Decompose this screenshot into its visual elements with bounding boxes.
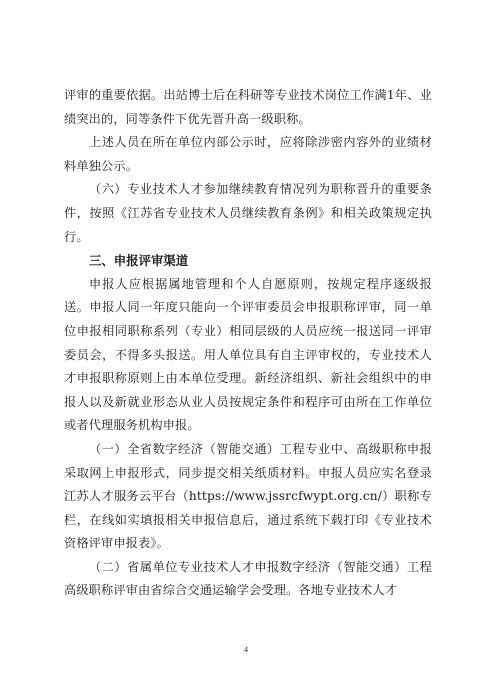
paragraph-provincial-units: （二）省属单位专业技术人才申报数字经济（智能交通）工程高级职称评审由省综合交通运输学会受理。各地专业技术人才 <box>64 559 432 598</box>
paragraph-online-application: （一）全省数字经济（智能交通）工程专业中、高级职称申报采取网上申报形式，同步提交相关纸质材料。申报人员应实名登录江苏人才服务云平台（https://www.jssrcfwypt.org.cn/）职称专栏，在线如实填报相关申报信息后，通过系统下载打印《专业技术资格评审申报表》。 <box>64 441 432 551</box>
paragraph-continuing-education: （六）专业技术人才参加继续教育情况列为职称晋升的重要条件，按照《江苏省专业技术人员继续教育条例》和相关政策规定执行。 <box>64 182 432 244</box>
document-body <box>64 84 432 603</box>
page-number: 4 <box>244 645 248 654</box>
paragraph-continuation: 评审的重要依据。出站博士后在科研等专业技术岗位工作满1年、业绩突出的，同等条件下优先晋升高一级职称。 <box>64 88 432 126</box>
section-heading-application-channels: 三、申报评审渠道 <box>89 253 189 269</box>
paragraph-application-principles: 申报人应根据属地管理和个人自愿原则，按规定程序逐级报送。申报人同一年度只能向一个评审委员会申报职称评审，同一单位申报相同职称系列（专业）相同层级的人员应统一报送同一评审委员会，不得多头报送。用人单位具有自主评审权的，专业技术人才申报职称原则上由本单位受理。新经济组织、新社会组织中的申报人以及新就业形态从业人员按规定条件和程序可由所在工作单位或者代理服务机构申报。 <box>64 276 432 433</box>
paragraph-public-notice: 上述人员在所在单位内部公示时，应将除涉密内容外的业绩材料单独公示。 <box>64 135 432 173</box>
